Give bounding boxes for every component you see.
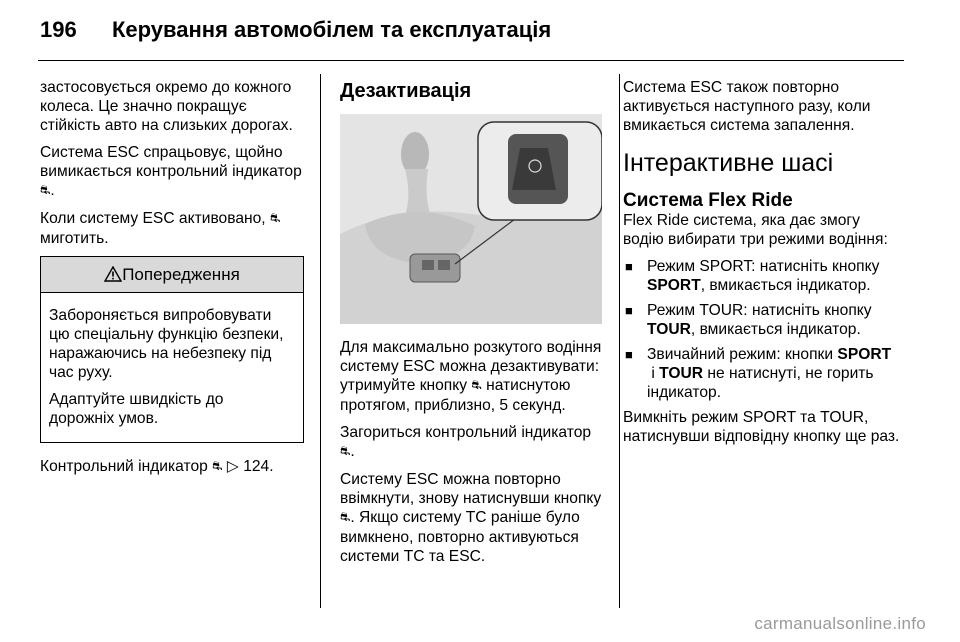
paragraph-esc-wheels: застосовується окремо до кожного колеса. Це значно покращує стійкість авто на слизьких дорогах. [40,79,293,134]
esc-off-icon: ⛐ [269,211,281,225]
esc-button-illustration [340,114,602,324]
watermark: carmanualsonline.info [754,614,926,633]
header-divider [38,60,904,61]
list-item-normal: ■ Звичайний режим: кнопки SPORT і TOUR не натиснуті, не горить індикатор. [623,345,903,402]
warning-body [41,293,303,442]
list-item-tour: ■ Режим TOUR: натисніть кнопку TOUR, вмикається індикатор. [623,301,903,339]
warning-text-2: Адаптуйте швидкість до дорожніх умов. [49,391,224,427]
esc-off-icon: ⛐ [471,378,482,392]
section-title-deactivation: Дезактивація [340,80,472,102]
esc-off-icon: ⛐ [212,459,223,473]
warning-box [40,256,304,443]
column-left [40,78,304,485]
page-number: 196 [40,17,77,42]
section-title-interactive-chassis: Інтерактивне шасі [623,149,834,177]
page-title: Керування автомобілем та експлуатація [112,17,552,42]
paragraph-flexride-intro: Flex Ride система, яка дає змогу водію вибирати три режими водіння: [623,212,888,248]
subsection-title-flexride: Система Flex Ride [623,190,793,211]
column-middle [340,78,605,574]
warning-text-1: Забороняється випробовувати цю спеціальну функцію безпеки, наражаючись на небезпеку під час руху. [49,307,284,381]
paragraph-indicator-ref: Контрольний індикатор ⛐ ▷ 124. [40,458,274,475]
column-divider-1 [320,74,321,608]
paragraph-esc-flashing: Коли систему ESC активовано, ⛐ миготить. [40,210,281,247]
column-right [623,78,903,454]
esc-off-icon: ⛐ [340,510,351,524]
page-reference: 124. [243,458,274,475]
console-drawing [340,114,602,324]
mode-list [623,257,903,402]
list-item-sport: ■ Режим SPORT: натисніть кнопку SPORT, вмикається індикатор. [623,257,903,295]
warning-header [41,257,303,293]
esc-off-icon: ⛐ [340,444,351,458]
esc-off-icon: ⛐ [40,183,51,197]
paragraph-disable-mode: Вимкніть режим SPORT та TOUR, натиснувши відповідну кнопку ще раз. [623,409,900,445]
paragraph-deactivate: Для максимально розкутого водіння систему ESC можна дезактивувати: утримуйте кнопку ⛐ натиснутою протягом, приблизно, 5 секунд. [340,339,602,414]
warning-title: Попередження [122,265,240,284]
page-reference-arrow-icon: ▷ [226,458,239,475]
paragraph-esc-active: Система ESC спрацьовує, щойно вимикається контрольний індикатор ⛐. [40,144,302,199]
column-divider-2 [619,74,620,608]
paragraph-esc-reactivation: Система ESC також повторно активується наступного разу, коли вмикається система запалення. [623,79,871,134]
paragraph-reactivate: Систему ESC можна повторно ввімкнути, знову натиснувши кнопку ⛐. Якщо систему TC раніше було вимкнено, повторно активуються системи TC та ESC. [340,471,602,565]
warning-triangle-icon [104,266,122,282]
paragraph-indicator-on: Загориться контрольний індикатор ⛐. [340,424,592,460]
